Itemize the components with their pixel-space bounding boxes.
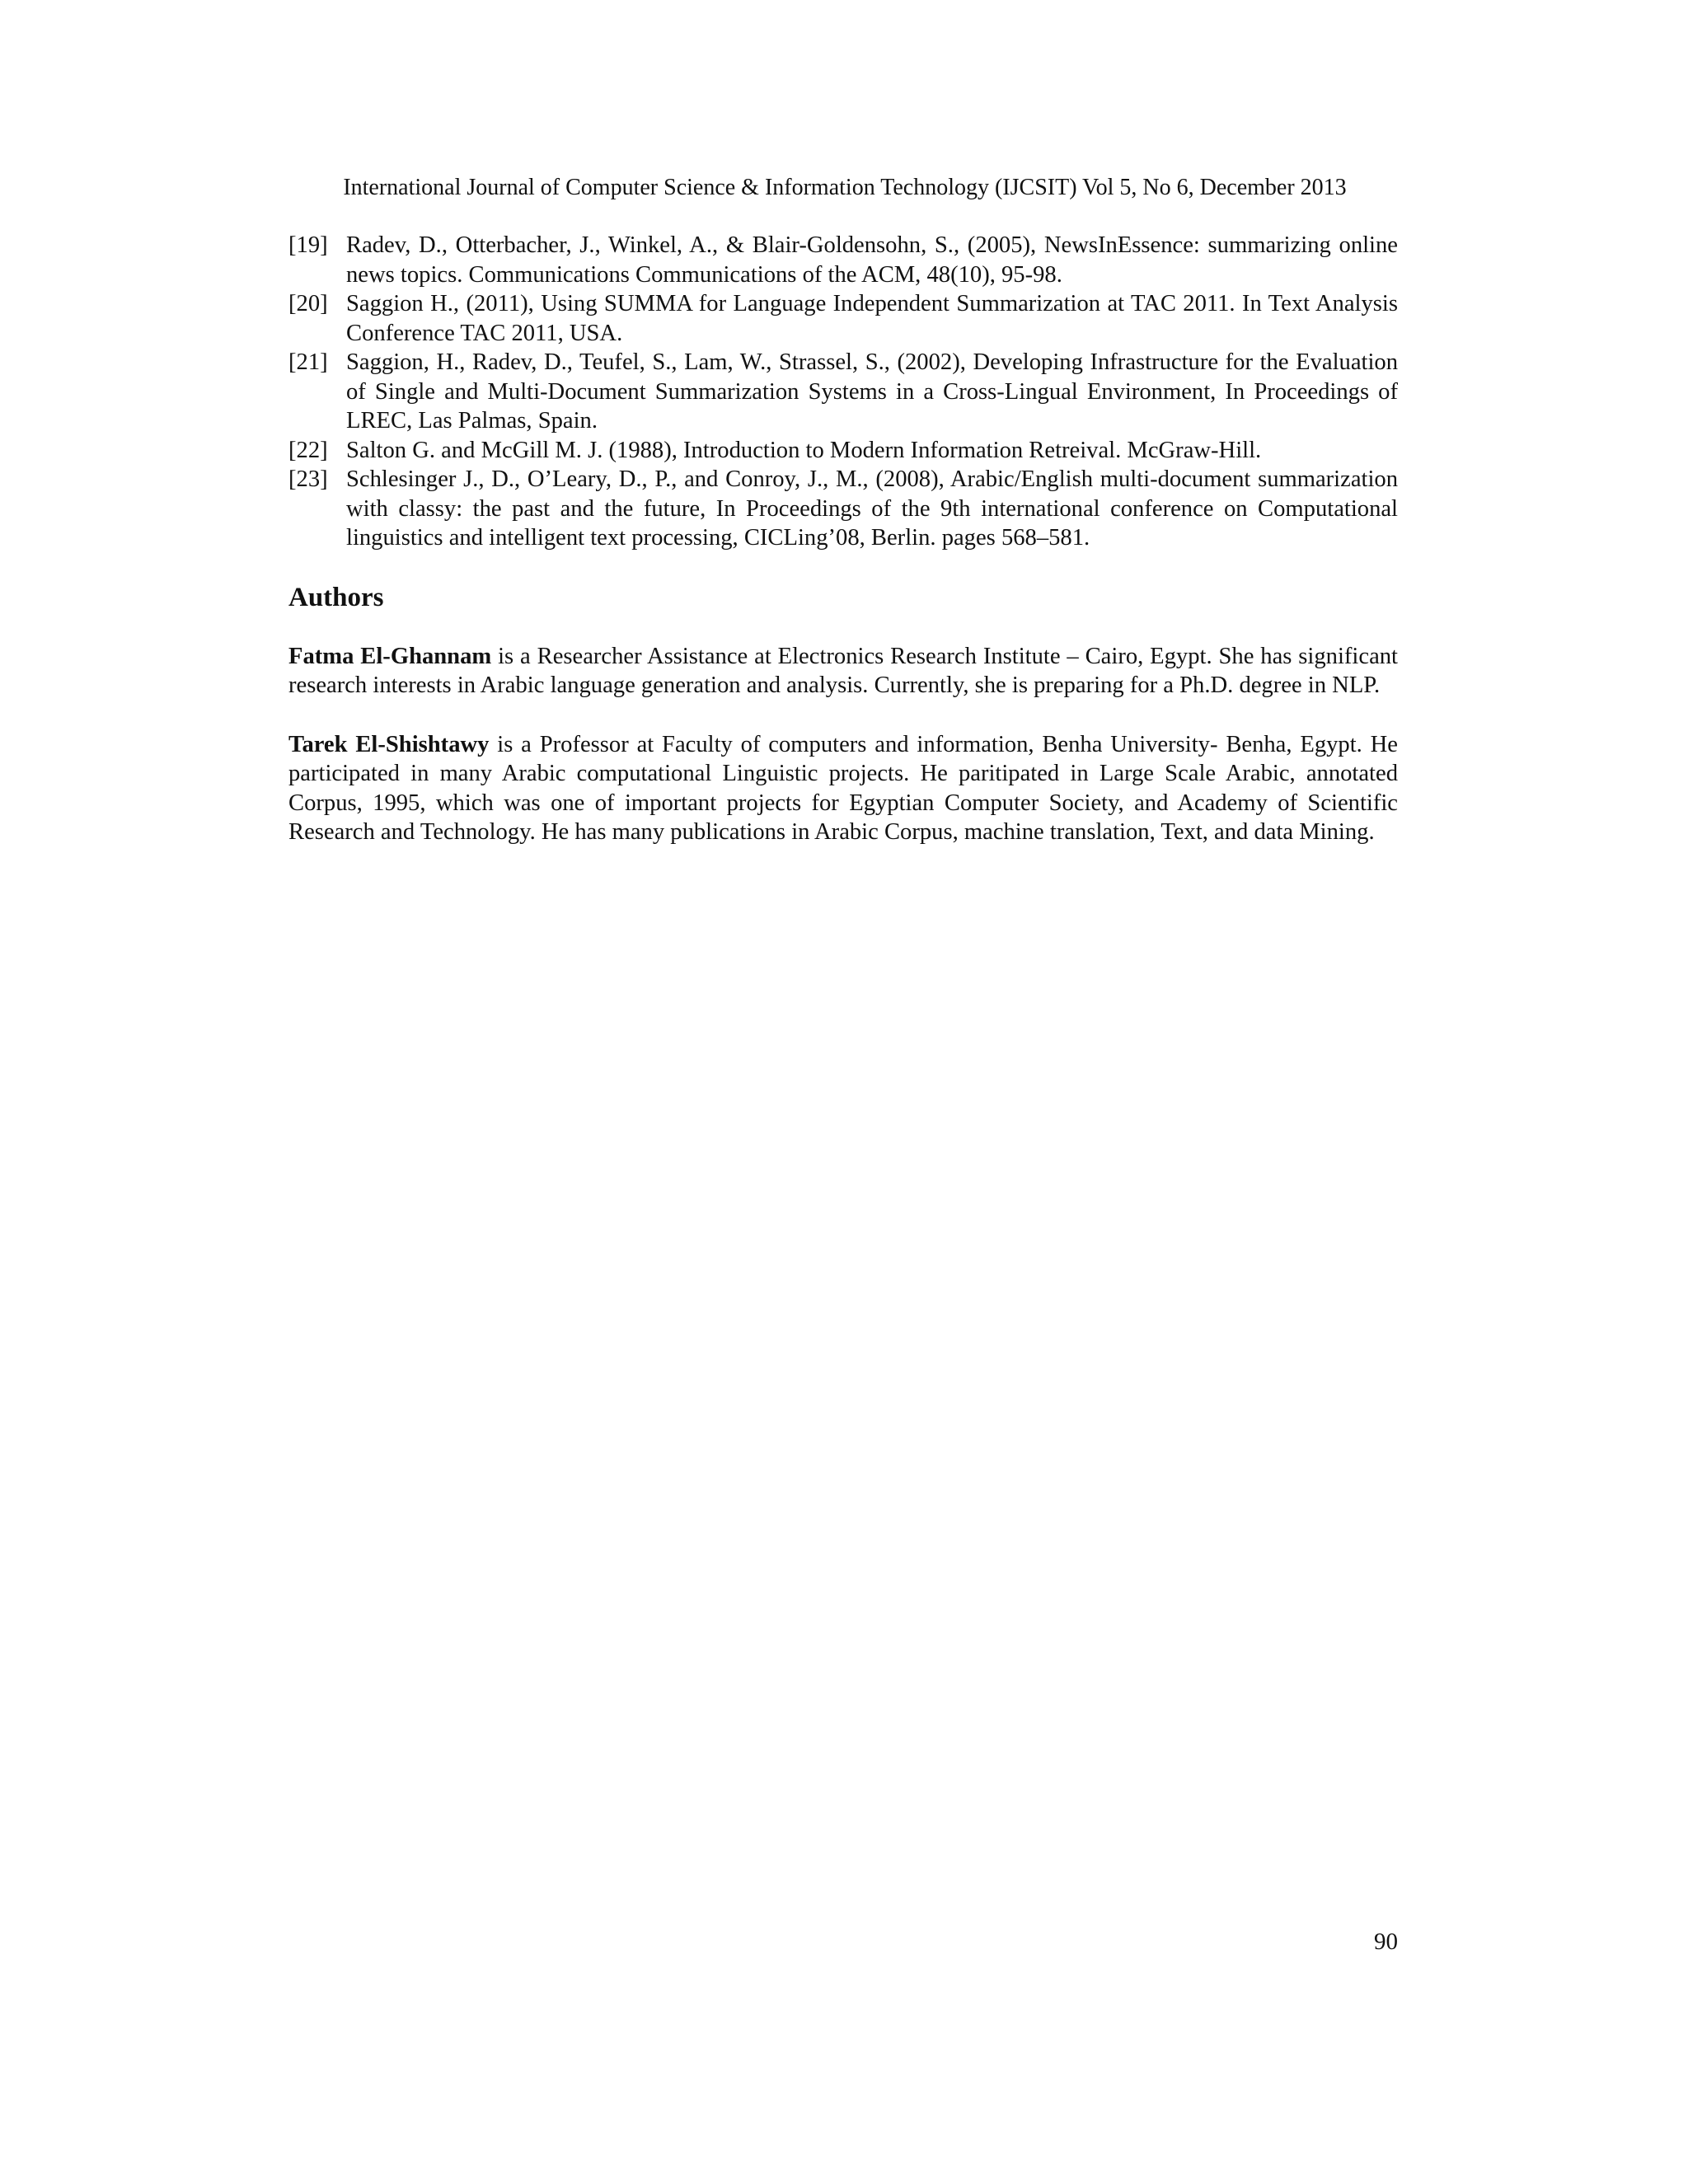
reference-text: Saggion, H., Radev, D., Teufel, S., Lam, W., Strassel, S., (2002), Developing Infrastructure for the Evaluation of Single and Multi-Document Summarization Systems in a Cross-Lingual Environment, In Proceedings of LREC, Las Palmas, Spain.: [346, 349, 1398, 434]
author-name: Tarek El-Shishtawy: [288, 731, 490, 757]
reference-text: Salton G. and McGill M. J. (1988), Introduction to Modern Information Retreival. McGraw-Hill.: [346, 437, 1262, 463]
page-content: [288, 231, 1398, 877]
running-header: International Journal of Computer Science & Information Technology (IJCSIT) Vol 5, No 6, December 2013: [343, 175, 1347, 200]
reference-item: [288, 289, 1398, 348]
reference-item: [288, 465, 1398, 553]
reference-number: [20]: [288, 291, 328, 316]
author-bio: [288, 642, 1398, 701]
reference-number: [22]: [288, 437, 328, 463]
author-bio-text: is a Researcher Assistance at Electronics Research Institute – Cairo, Egypt. She has significant research interests in Arabic language generation and analysis. Currently, she is preparing for a Ph.D. degree in NLP.: [288, 643, 1398, 698]
reference-number: [23]: [288, 466, 328, 492]
reference-item: [288, 436, 1398, 466]
reference-number: [21]: [288, 349, 328, 375]
author-bio: [288, 730, 1398, 847]
reference-list: [288, 231, 1398, 553]
author-name: Fatma El-Ghannam: [288, 643, 492, 669]
reference-text: Saggion H., (2011), Using SUMMA for Language Independent Summarization at TAC 2011. In Text Analysis Conference TAC 2011, USA.: [346, 291, 1398, 346]
reference-number: [19]: [288, 232, 328, 258]
authors-heading: Authors: [288, 582, 384, 612]
reference-text: Schlesinger J., D., O’Leary, D., P., and Conroy, J., M., (2008), Arabic/English multi-document summarization with classy: the past and the future, In Proceedings of the 9th international conference on Computational linguistics and intelligent text processing, CICLing’08, Berlin. pages 568–581.: [346, 466, 1398, 551]
page-number: 90: [1374, 1929, 1398, 1955]
reference-item: [288, 231, 1398, 289]
reference-text: Radev, D., Otterbacher, J., Winkel, A., & Blair-Goldensohn, S., (2005), NewsInEssence: summarizing online news topics. Communications Communications of the ACM, 48(10), 95-98.: [346, 232, 1398, 288]
reference-item: [288, 348, 1398, 436]
author-bio-text: is a Professor at Faculty of computers and information, Benha University- Benha, Egypt. He participated in many Arabic computational Linguistic projects. He paritipated in Large Scale Arabic, annotated Corpus, 1995, which was one of important projects for Egyptian Computer Society, and Academy of Scientific Research and Technology. He has many publications in Arabic Corpus, machine translation, Text, and data Mining.: [288, 731, 1398, 845]
